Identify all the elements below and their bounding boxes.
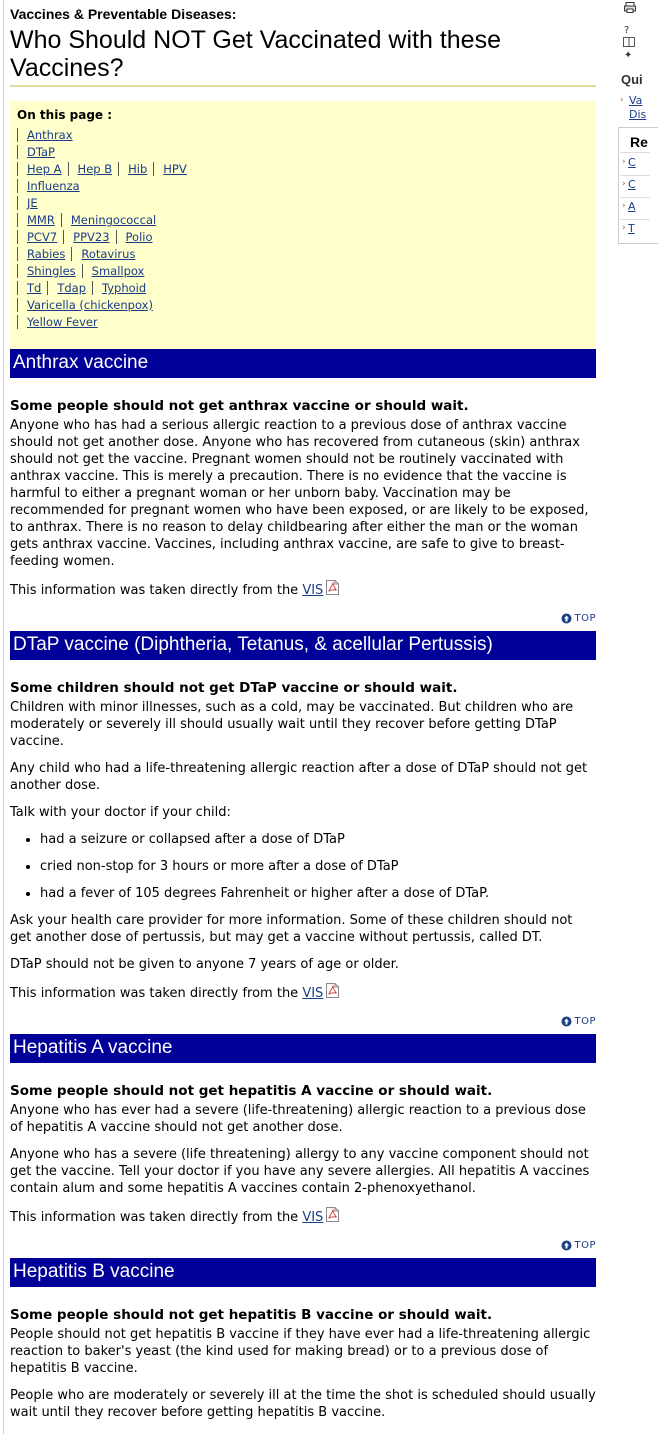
help-icon[interactable]: ?: [624, 25, 630, 36]
sections-container: [10, 349, 596, 1421]
paragraph: Anyone who has ever had a severe (life-threatening) allergic reaction to a previous dose of hepatitis A vaccine should not get another dose.: [10, 1103, 586, 1135]
section-hepatitis-b-vaccine: [10, 1258, 596, 1421]
related-link-3[interactable]: A: [628, 200, 636, 213]
otp-link-typhoid[interactable]: Typhoid: [92, 281, 152, 295]
otp-link-influenza[interactable]: Influenza: [17, 179, 86, 193]
share-icon[interactable]: ✦: [624, 50, 633, 61]
on-this-page-row: [17, 178, 589, 195]
arrow-up-icon: [561, 613, 572, 624]
topic-heading: Vaccines & Preventable Diseases:: [10, 6, 237, 22]
chevron-right-icon: ›: [622, 157, 626, 167]
divider: [620, 175, 650, 176]
print-icon[interactable]: [624, 2, 636, 16]
arrow-up-icon: [561, 1240, 572, 1251]
paragraph: Anyone who has had a serious allergic reaction to a previous dose of anthrax vaccine should not get another dose. Anyone who has recovered from cutaneous (skin) anthrax should not get the vaccine. Pregnant women should not be routinely vaccinated with anthrax vaccine. This is merely a precaution. There is no evidence that the vaccine is harmful to either a pregnant woman or her unborn baby. Vaccination may be recommended for pregnant women who have been exposed, or are likely to be exposed, to anthrax. There is no reason to delay childbearing after either the man or the woman gets anthrax vaccine. Vaccines, including anthrax vaccine, are safe to give to breast-feeding women.: [10, 418, 589, 569]
quick-links-heading: Qui: [621, 72, 643, 87]
otp-link-hpv[interactable]: HPV: [153, 162, 192, 176]
back-to-top-label: TOP: [574, 1240, 596, 1251]
back-to-top-link[interactable]: [561, 1240, 596, 1251]
title-divider: [10, 85, 596, 87]
chevron-right-icon: ›: [622, 223, 626, 233]
on-this-page-row: [17, 280, 589, 297]
section-subheading: Some people should not get hepatitis A vaccine or should wait.: [10, 1083, 493, 1099]
pdf-icon: [326, 983, 339, 998]
vis-link[interactable]: VIS: [302, 583, 324, 598]
otp-link-hep-a[interactable]: Hep A: [17, 162, 68, 176]
paragraph: People should not get hepatitis B vaccine if they have ever had a life-threatening allergic reaction to baker's yeast (the kind used for making bread) or to a previous dose of hepatitis B vaccine.: [10, 1327, 591, 1376]
paragraph: Children with minor illnesses, such as a cold, may be vaccinated. But children who are moderately or severely ill should usually wait until they recover before getting DTaP vaccine.: [10, 700, 574, 749]
otp-link-yellow-fever[interactable]: Yellow Fever: [17, 315, 104, 329]
source-text: This information was taken directly from the: [10, 986, 299, 1001]
back-to-top-link[interactable]: [561, 1016, 596, 1027]
section-subheading: Some children should not get DTaP vaccine or should wait.: [10, 680, 458, 696]
source-line: [10, 983, 596, 1002]
back-to-top-row: [10, 1012, 596, 1030]
on-this-page-row: [17, 212, 589, 229]
paragraph: Ask your health care provider for more information. Some of these children should not get another dose of pertussis, but may get a vaccine without pertussis, called DT.: [10, 913, 573, 945]
related-link-1[interactable]: C: [628, 156, 636, 169]
otp-link-tdap[interactable]: Tdap: [47, 281, 92, 295]
paragraph: People who are moderately or severely ill at the time the shot is scheduled should usually wait until they recover before getting hepatitis B vaccine.: [10, 1388, 596, 1420]
paragraph: Talk with your doctor if your child:: [10, 805, 231, 820]
vis-link[interactable]: VIS: [302, 1210, 324, 1225]
section-heading: DTaP vaccine (Diphtheria, Tetanus, & acellular Pertussis): [10, 631, 596, 660]
related-link-4[interactable]: T: [628, 222, 635, 235]
quick-link-line-1: Va: [629, 94, 643, 107]
section-heading: Hepatitis A vaccine: [10, 1034, 596, 1063]
on-this-page-row: [17, 127, 589, 144]
otp-link-pcv7[interactable]: PCV7: [17, 230, 63, 244]
left-border: [3, 0, 4, 1434]
section-heading: Hepatitis B vaccine: [10, 1258, 596, 1287]
chevron-right-icon: ›: [620, 95, 624, 105]
main-content: [10, 6, 596, 1431]
section-heading: Anthrax vaccine: [10, 349, 596, 378]
otp-link-je[interactable]: JE: [17, 196, 44, 210]
divider: [620, 219, 650, 220]
back-to-top-row: [10, 609, 596, 627]
pdf-icon: [326, 1207, 339, 1222]
otp-link-anthrax[interactable]: Anthrax: [17, 128, 79, 142]
otp-link-shingles[interactable]: Shingles: [17, 264, 82, 278]
vis-link[interactable]: VIS: [302, 986, 324, 1001]
divider: [620, 152, 650, 153]
divider: [620, 197, 650, 198]
quick-link-line-2: Dis: [629, 108, 647, 121]
back-to-top-label: TOP: [574, 1016, 596, 1027]
chevron-right-icon: ›: [622, 201, 626, 211]
pdf-icon: [326, 580, 339, 595]
otp-link-hep-b[interactable]: Hep B: [68, 162, 119, 176]
bullet-item: • cried non-stop for 3 hours or more after a dose of DTaP: [40, 858, 596, 875]
on-this-page-box: [10, 101, 596, 349]
on-this-page-row: [17, 263, 589, 280]
bullet-item: • had a seizure or collapsed after a dose of DTaP: [40, 831, 596, 848]
bullet-item: • had a fever of 105 degrees Fahrenheit or higher after a dose of DTaP.: [40, 885, 596, 902]
otp-link-varicella-chickenpox[interactable]: Varicella (chickenpox): [17, 298, 159, 312]
chevron-right-icon: ›: [622, 179, 626, 189]
on-this-page-row: [17, 314, 589, 331]
back-to-top-row: [10, 1236, 596, 1254]
page-title: Who Should NOT Get Vaccinated with these Vaccines?: [10, 26, 501, 82]
related-links-heading: Re: [630, 134, 648, 150]
on-this-page-links: [17, 127, 589, 331]
arrow-up-icon: [561, 1016, 572, 1027]
on-this-page-row: [17, 195, 589, 212]
on-this-page-row: [17, 144, 589, 161]
otp-link-smallpox[interactable]: Smallpox: [82, 264, 151, 278]
section-hepatitis-a-vaccine: [10, 1034, 596, 1254]
on-this-page-row: [17, 229, 589, 246]
otp-link-hib[interactable]: Hib: [118, 162, 153, 176]
otp-link-dtap[interactable]: DTaP: [17, 145, 61, 159]
section-subheading: Some people should not get anthrax vaccine or should wait.: [10, 398, 469, 414]
paragraph: DTaP should not be given to anyone 7 years of age or older.: [10, 957, 399, 972]
on-this-page-label: On this page :: [17, 108, 113, 122]
otp-link-rabies[interactable]: Rabies: [17, 247, 71, 261]
source-line: [10, 580, 596, 599]
otp-link-meningococcal[interactable]: Meningococcal: [61, 213, 162, 227]
bookmark-icon[interactable]: [623, 37, 635, 50]
section-anthrax-vaccine: [10, 349, 596, 627]
bullet-list: [10, 831, 596, 902]
otp-link-rotavirus[interactable]: Rotavirus: [71, 247, 141, 261]
paragraph: Any child who had a life-threatening allergic reaction after a dose of DTaP should not get another dose.: [10, 761, 588, 793]
related-link-2[interactable]: C: [628, 178, 636, 191]
section-dtap-vaccine-diphtheria-: [10, 631, 596, 1030]
otp-link-polio[interactable]: Polio: [116, 230, 159, 244]
otp-link-td[interactable]: Td: [17, 281, 47, 295]
on-this-page-row: [17, 297, 589, 314]
paragraph: Anyone who has a severe (life threatening) allergy to any vaccine component should not get the vaccine. Tell your doctor if you have any severe allergies. All hepatitis A vaccines contain alum and some hepatitis A vaccines contain 2-phenoxyethanol.: [10, 1147, 590, 1196]
section-subheading: Some people should not get hepatitis B vaccine or should wait.: [10, 1307, 493, 1323]
source-text: This information was taken directly from the: [10, 583, 299, 598]
on-this-page-row: [17, 161, 589, 178]
otp-link-mmr[interactable]: MMR: [17, 213, 61, 227]
quick-link-vaccines-diseases[interactable]: [629, 94, 646, 122]
source-text: This information was taken directly from the: [10, 1210, 299, 1225]
on-this-page-row: [17, 246, 589, 263]
back-to-top-link[interactable]: [561, 613, 596, 624]
source-line: [10, 1207, 596, 1226]
otp-link-ppv23[interactable]: PPV23: [63, 230, 115, 244]
back-to-top-label: TOP: [574, 613, 596, 624]
right-sidebar: [614, 0, 648, 300]
